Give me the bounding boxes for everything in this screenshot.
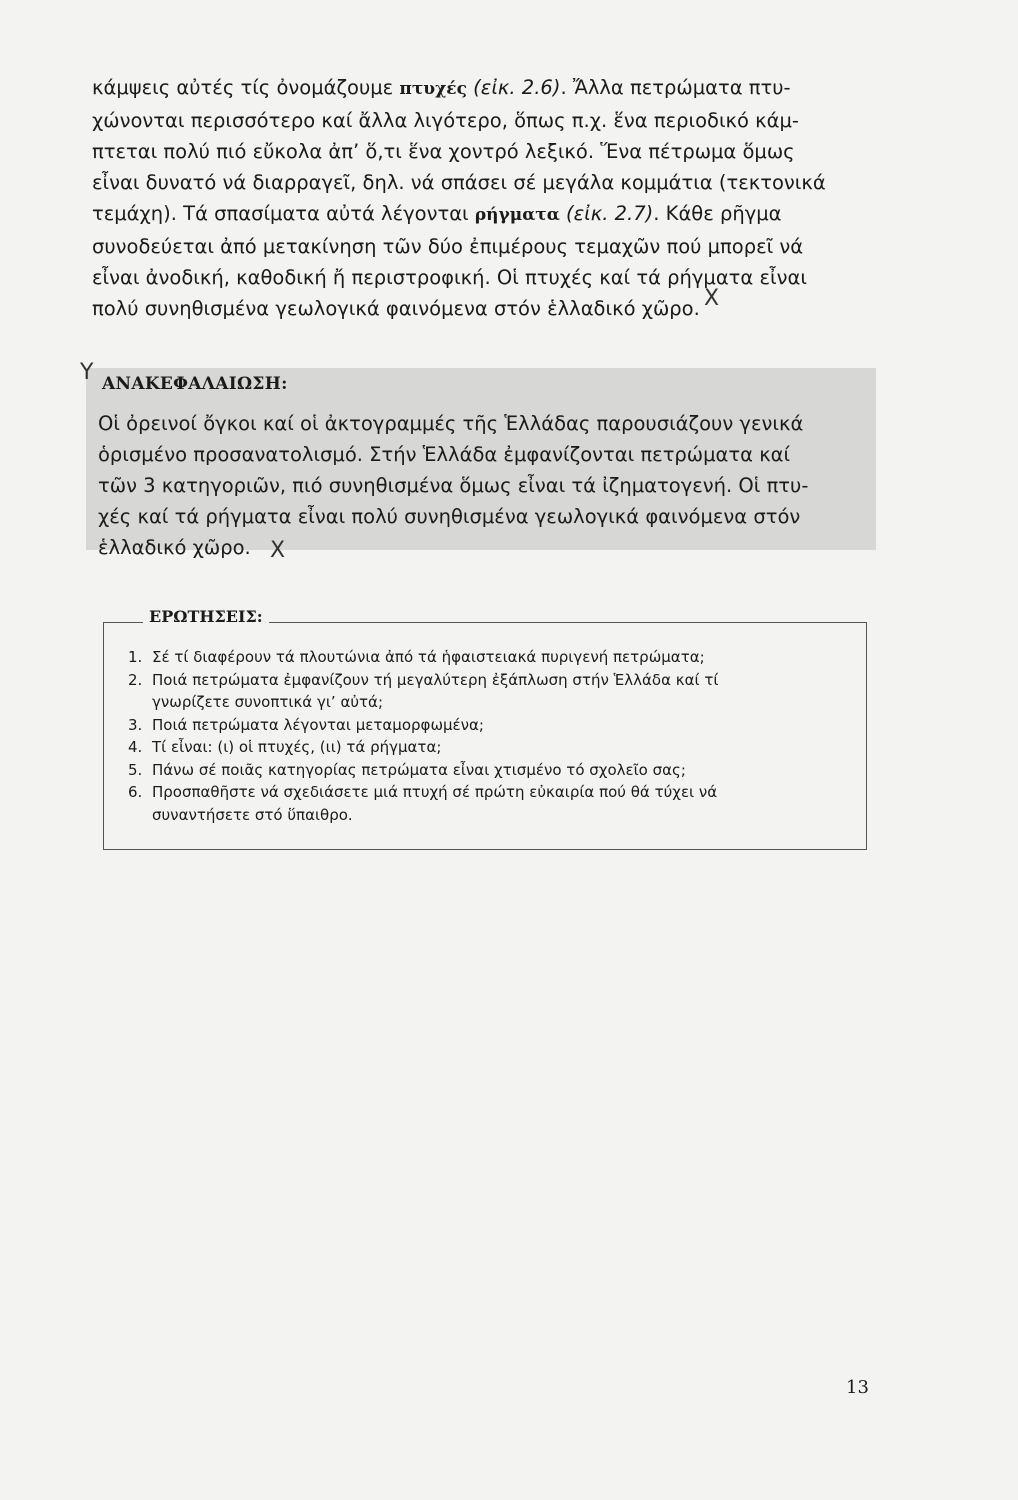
question-text: Ποιά πετρώματα ἐμφανίζουν τή μεγαλύτερη ἐξάπλωση στήν Ἑλλάδα καί τί: [152, 670, 719, 689]
figure-ref: (εἰκ. 2.6): [466, 76, 561, 99]
question-text: Προσπαθῆστε νά σχεδιάσετε μιά πτυχή σέ πρώτη εὐκαιρία πού θά τύχει νά: [152, 783, 718, 801]
question-item: [118, 714, 858, 737]
summary-line: χές καί τά ρήγματα εἶναι πολύ συνηθισμένα γεωλογικά φαινόμενα στόν: [98, 505, 801, 528]
question-number: 5.: [128, 760, 143, 779]
question-item: [118, 669, 858, 714]
question-text: Πάνω σέ ποιᾶς κατηγορίας πετρώματα εἶναι χτισμένο τό σχολεῖο σας;: [152, 760, 686, 779]
question-number: 1.: [128, 648, 143, 666]
text-line: πτεται πολύ πιό εὔκολα ἀπ’ ὅ,τι ἕνα χοντρό λεξικό. Ἕνα πέτρωμα ὅμως: [92, 140, 795, 163]
handwritten-x-mark: X: [270, 538, 286, 563]
question-number: 3.: [128, 715, 143, 734]
term-faults: ρήγματα: [474, 205, 560, 225]
question-text: Τί εἶναι: (ι) οἱ πτυχές, (ιι) τά ρήγματα;: [152, 738, 442, 756]
question-item: [118, 781, 858, 826]
summary-text: [98, 408, 878, 563]
question-item: [118, 646, 858, 669]
handwritten-y-mark: Y: [80, 360, 94, 385]
questions-list: [118, 646, 858, 826]
text-line: τεμάχη). Τά σπασίματα αὐτά λέγονται ρήγματα (εἰκ. 2.7). Κάθε ρῆγμα: [92, 202, 782, 225]
summary-line: τῶν 3 κατηγοριῶν, πιό συνηθισμένα ὅμως εἶναι τά ἰζηματογενή. Οἱ πτυ-: [98, 474, 809, 497]
text-line: εἶναι δυνατό νά διαρραγεῖ, δηλ. νά σπάσει σέ μεγάλα κομμάτια (τεκτονικά: [92, 171, 826, 194]
text-line: συνοδεύεται ἀπό μετακίνηση τῶν δύο ἐπιμέρους τεμαχῶν πού μπορεῖ νά: [92, 235, 804, 258]
question-text: Σέ τί διαφέρουν τά πλουτώνια ἀπό τά ἡφαιστειακά πυριγενή πετρώματα;: [152, 648, 705, 666]
question-text: γνωρίζετε συνοπτικά γι’ αὐτά;: [152, 693, 383, 711]
intro-paragraph: [92, 72, 882, 324]
text-line: πολύ συνηθισμένα γεωλογικά φαινόμενα στόν ἑλλαδικό χῶρο.: [92, 297, 700, 320]
page-number: 13: [846, 1377, 869, 1398]
question-number: 6.: [128, 783, 143, 801]
figure-ref: (εἰκ. 2.7): [559, 202, 654, 225]
summary-line: ἑλλαδικό χῶρο.: [98, 536, 251, 559]
questions-heading: ΕΡΩΤΗΣΕΙΣ:: [143, 607, 269, 626]
text-line: χώνονται περισσότερο καί ἄλλα λιγότερο, ὅπως π.χ. ἕνα περιοδικό κάμ-: [92, 109, 799, 132]
question-item: [118, 736, 858, 759]
term-folds: πτυχές: [399, 79, 467, 99]
summary-line: Οἱ ὀρεινοί ὄγκοι καί οἱ ἀκτογραμμές τῆς Ἑλλάδας παρουσιάζουν γενικά: [98, 412, 804, 435]
question-text: συναντήσετε στό ὕπαιθρο.: [152, 805, 353, 824]
question-text: Ποιά πετρώματα λέγονται μεταμορφωμένα;: [152, 715, 484, 734]
text-line: κάμψεις αὐτές τίς ὀνομάζουμε πτυχές (εἰκ. 2.6). Ἄλλα πετρώματα πτυ-: [92, 76, 791, 99]
question-item: [118, 759, 858, 782]
summary-line: ὁρισμένο προσανατολισμό. Στήν Ἑλλάδα ἐμφανίζονται πετρώματα καί: [98, 443, 791, 466]
summary-heading: ΑΝΑΚΕΦΑΛΑΙΩΣΗ:: [102, 374, 288, 394]
text-line: εἶναι ἀνοδική, καθοδική ἤ περιστροφική. Οἱ πτυχές καί τά ρήγματα εἶναι: [92, 266, 807, 289]
handwritten-x-mark: X: [704, 286, 720, 311]
question-number: 2.: [128, 670, 143, 689]
question-number: 4.: [128, 738, 143, 756]
